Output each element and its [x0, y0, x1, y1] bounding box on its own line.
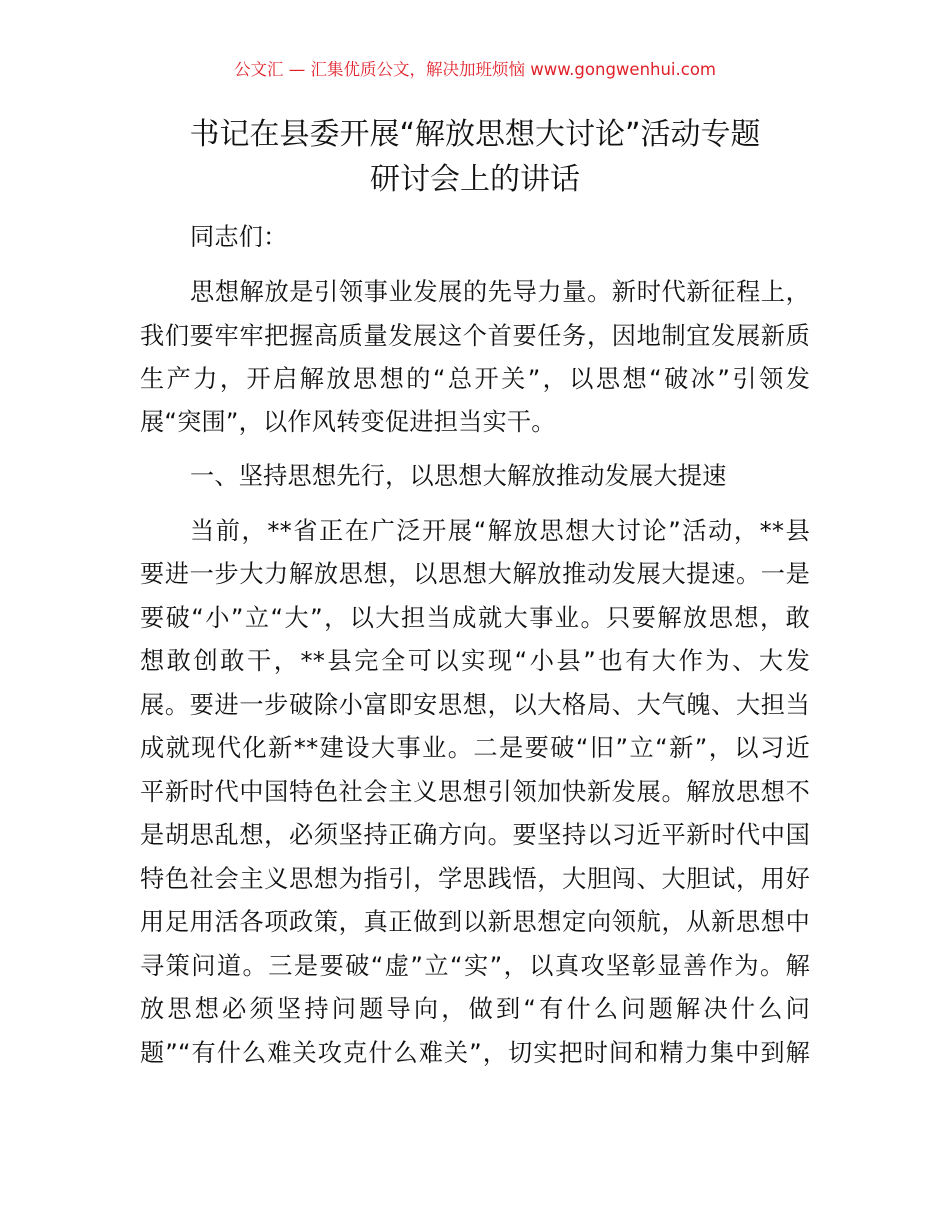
document-title-line-1: 书记在县委开展“解放思想大讨论”活动专题 — [189, 117, 761, 152]
paragraph-2-line: 要进一步大力解放思想，以思想大解放推动发展大提速。一是 — [140, 560, 810, 588]
paragraph-1-line: 我们要牢牢把握高质量发展这个首要任务，因地制宜发展新质 — [140, 322, 810, 350]
paragraph-1-line: 思想解放是引领事业发展的先导力量。新时代新征程上， — [190, 278, 810, 306]
paragraph-2-line: 平新时代中国特色社会主义思想引领加快新发展。解放思想不 — [140, 778, 810, 806]
paragraph-2-line: 题”“有什么难关攻克什么难关”，切实把时间和精力集中到解 — [140, 1039, 810, 1067]
paragraph-2-line: 特色社会主义思想为指引，学思践悟，大胆闯、大胆试，用好 — [140, 865, 810, 893]
paragraph-2-line: 展。要进一步破除小富即安思想，以大格局、大气魄、大担当 — [140, 691, 810, 719]
paragraph-1-line: 生产力，开启解放思想的“总开关”，以思想“破冰”引领发 — [140, 365, 810, 393]
paragraph-2-line: 放思想必须坚持问题导向，做到“有什么问题解决什么问 — [140, 995, 810, 1023]
watermark-header: 公文汇 — 汇集优质公文，解决加班烦恼 www.gongwenhui.com — [233, 60, 717, 79]
paragraph-2-line: 用足用活各项政策，真正做到以新思想定向领航，从新思想中 — [140, 908, 810, 936]
document-title-line-2: 研讨会上的讲话 — [370, 162, 580, 197]
paragraph-2-line: 想敢创敢干，**县完全可以实现“小县”也有大作为、大发 — [140, 647, 810, 675]
paragraph-2-line: 当前，**省正在广泛开展“解放思想大讨论”活动，**县 — [190, 517, 810, 545]
paragraph-2-line: 是胡思乱想，必须坚持正确方向。要坚持以习近平新时代中国 — [140, 821, 810, 849]
paragraph-1-line: 展“突围”，以作风转变促进担当实干。 — [140, 408, 556, 436]
salutation: 同志们： — [190, 223, 288, 251]
section-1-heading: 一、坚持思想先行，以思想大解放推动发展大提速 — [190, 462, 727, 490]
paragraph-2-line: 寻策问道。三是要破“虚”立“实”，以真攻坚彰显善作为。解 — [140, 952, 810, 980]
paragraph-2-line: 要破“小”立“大”，以大担当成就大事业。只要解放思想，敢 — [140, 604, 810, 632]
paragraph-2-line: 成就现代化新**建设大事业。二是要破“旧”立“新”，以习近 — [140, 734, 810, 762]
